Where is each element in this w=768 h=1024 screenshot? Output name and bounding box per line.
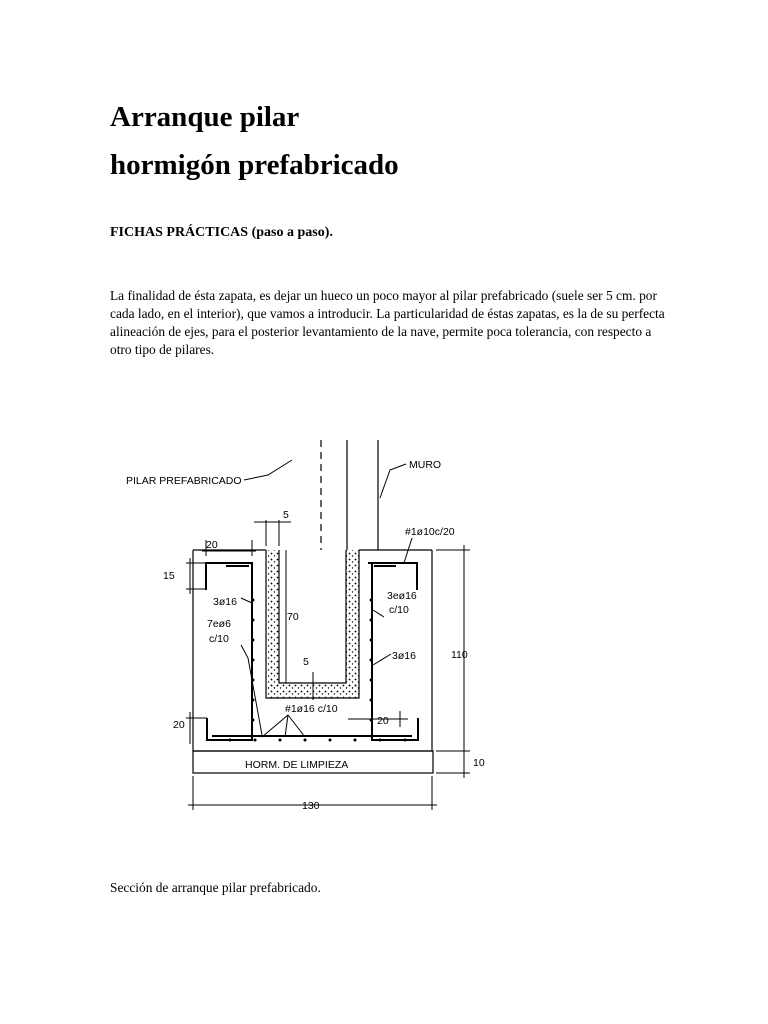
title-line-1: Arranque pilar [110, 101, 300, 133]
label-rebar-top: #1ø10c/20 [405, 526, 455, 538]
label-muro: MURO [409, 459, 442, 471]
dim-15: 15 [163, 570, 175, 582]
label-rebar-right-stirrup-1: 3eø16 [387, 590, 417, 602]
subtitle: FICHAS PRÁCTICAS (paso a paso). [110, 225, 333, 240]
dim-70: 70 [287, 611, 299, 623]
label-rebar-left-stirrup-2: c/10 [209, 633, 229, 645]
column-and-wall [321, 440, 378, 550]
label-rebar-right-main: 3ø16 [392, 650, 416, 662]
dim-20-top: 20 [206, 539, 218, 551]
dim-5-mid: 5 [303, 656, 309, 668]
body-paragraph: La finalidad de ésta zapata, es dejar un hueco un poco mayor al pilar prefabricado (suele ser 5 cm. por cada lado, en el interior), que vamos a introducir. La particularidad de éstas zapatas, es la de su perfecta alineación de ejes, para el posterior levantamiento de la nave, permite poca tolerancia, con respecto a otro tipo de pilares. [110, 288, 665, 357]
dim-10: 10 [473, 757, 485, 769]
label-hormigon-limpieza: HORM. DE LIMPIEZA [245, 759, 349, 771]
dim-5-top: 5 [283, 509, 289, 521]
label-rebar-left-main: 3ø16 [213, 596, 237, 608]
dim-20-left: 20 [173, 719, 185, 731]
label-rebar-left-stirrup-1: 7eø6 [207, 618, 231, 630]
label-pilar-prefabricado: PILAR PREFABRICADO [126, 475, 242, 487]
dim-20-right: 20 [377, 715, 389, 727]
title-line-2: hormigón prefabricado [110, 149, 399, 181]
figure-caption: Sección de arranque pilar prefabricado. [110, 880, 321, 895]
label-rebar-bottom: #1ø16 c/10 [285, 703, 338, 715]
label-rebar-right-stirrup-2: c/10 [389, 604, 409, 616]
dim-110: 110 [451, 649, 468, 661]
dim-130: 130 [302, 800, 320, 812]
